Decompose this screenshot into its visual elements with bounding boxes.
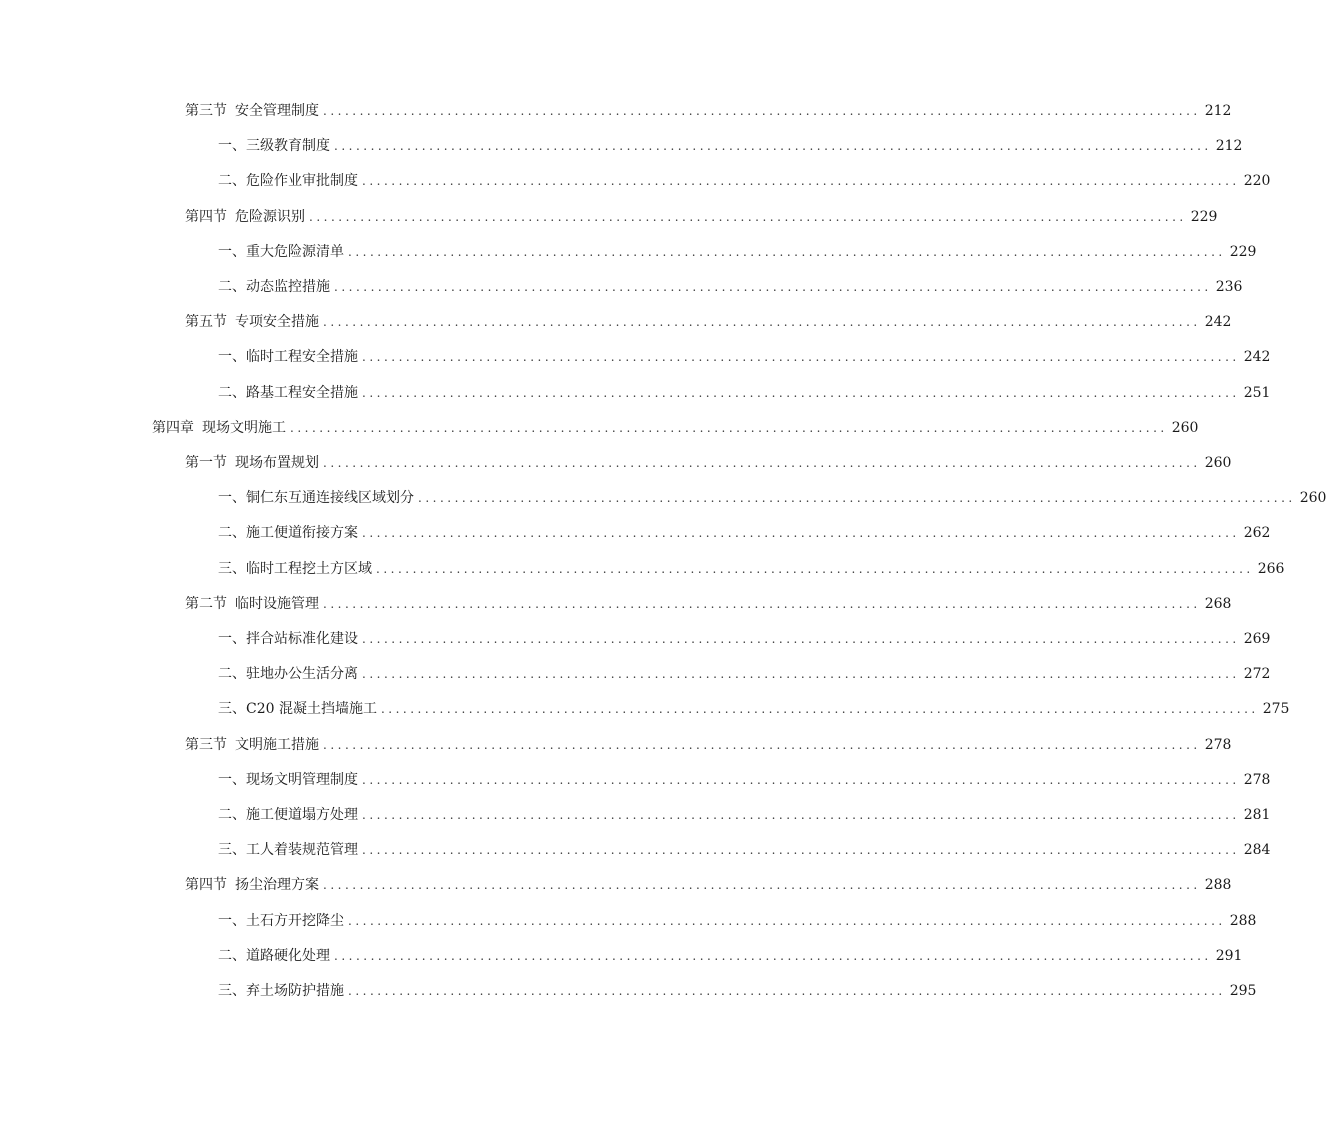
toc-entry[interactable] [218,910,1257,932]
toc-entry-number: 二、 [218,807,246,823]
toc-entry-page-number: 278 [1243,771,1271,788]
toc-entry-number: 一、 [218,490,246,507]
toc-entry-title: 临时工程安全措施 [246,349,358,366]
toc-entry-title: 临时工程挖土方区域 [246,560,372,577]
toc-dot-leader: ........................................................................................................................ [362,632,1240,646]
toc-entry-number: 第一节 [185,455,227,471]
toc-dot-leader: ........................................................................................................................ [362,772,1240,787]
toc-dot-leader: ........................................................................................................................ [362,808,1240,822]
toc-dot-leader: ........................................................................................................................ [309,209,1187,224]
toc-entry-title: 铜仁东互通连接线区域划分 [246,490,414,507]
toc-entry[interactable] [218,487,1326,509]
toc-entry-title: 现场布置规划 [235,455,319,471]
toc-entry-page-number: 268 [1204,595,1232,612]
toc-entry[interactable] [218,945,1243,967]
toc-entry-title: 扬尘治理方案 [235,877,319,894]
toc-entry-number: 一、 [218,771,246,788]
toc-entry[interactable] [218,769,1271,791]
toc-entry-number: 二、 [218,279,246,295]
toc-dot-leader: ........................................................................................................................ [418,491,1296,506]
toc-entry-title: 临时设施管理 [235,595,319,612]
toc-entry-number: 三、 [218,701,246,718]
toc-entry-number: 第二节 [185,595,227,612]
toc-entry-title: 现场文明施工 [202,419,286,436]
toc-entry-page-number: 236 [1215,279,1243,295]
toc-entry-number: 第四章 [152,419,194,436]
toc-entry-title: 三级教育制度 [246,138,330,155]
toc-entry[interactable] [218,628,1271,650]
toc-entry-number: 二、 [218,666,246,683]
toc-dot-leader: ........................................................................................................................ [362,526,1240,541]
toc-dot-leader: ........................................................................................................................ [323,104,1201,118]
toc-dot-leader: ........................................................................................................................ [362,174,1240,189]
toc-entry-number: 第四节 [185,208,227,225]
toc-entry[interactable] [218,276,1243,298]
toc-entry[interactable] [152,417,1199,439]
toc-dot-leader: ........................................................................................................................ [334,280,1212,294]
toc-entry-number: 一、 [218,243,246,260]
toc-entry[interactable] [218,382,1271,404]
toc-dot-leader: ........................................................................................................................ [334,139,1212,154]
toc-entry-title: 现场文明管理制度 [246,771,358,788]
toc-entry[interactable] [218,346,1271,368]
toc-entry-title: 动态监控措施 [246,279,330,295]
toc-entry-page-number: 229 [1190,208,1218,225]
toc-entry-number: 第三节 [185,103,227,119]
toc-entry-number: 二、 [218,173,246,190]
toc-entry-number: 一、 [218,631,246,647]
toc-entry[interactable] [185,874,1232,896]
toc-entry-number: 二、 [218,384,246,401]
toc-dot-leader: ........................................................................................................................ [323,315,1201,330]
toc-entry-page-number: 288 [1204,877,1232,894]
toc-entry-title: 施工便道塌方处理 [246,807,358,823]
toc-entry-page-number: 262 [1243,525,1271,542]
toc-entry[interactable] [185,593,1232,615]
toc-entry[interactable] [185,206,1218,228]
toc-dot-leader: ........................................................................................................................ [362,385,1240,400]
toc-entry-title: 土石方开挖降尘 [246,912,344,929]
toc-entry-page-number: 229 [1229,243,1257,260]
toc-entry[interactable] [185,452,1232,474]
toc-entry[interactable] [218,241,1257,263]
toc-dot-leader: ........................................................................................................................ [323,737,1201,752]
toc-dot-leader: ........................................................................................................................ [376,561,1254,576]
toc-entry-number: 一、 [218,349,246,366]
toc-entry[interactable] [218,698,1290,720]
toc-entry[interactable] [218,839,1271,861]
toc-entry[interactable] [218,522,1271,544]
toc-dot-leader: ........................................................................................................................ [348,984,1226,998]
toc-entry-number: 一、 [218,912,246,929]
toc-dot-leader: ........................................................................................................................ [362,843,1240,858]
toc-entry-title: 文明施工措施 [235,736,319,753]
toc-entry-number: 三、 [218,983,246,999]
toc-entry-page-number: 212 [1204,103,1232,119]
toc-entry[interactable] [218,980,1257,1002]
toc-entry-title: 道路硬化处理 [246,947,330,964]
toc-dot-leader: ........................................................................................................................ [323,596,1201,611]
toc-dot-leader: ........................................................................................................................ [362,667,1240,682]
toc-entry-page-number: 275 [1262,701,1290,718]
toc-entry-page-number: 220 [1243,173,1271,190]
toc-entry-page-number: 260 [1204,455,1232,471]
toc-entry-title: 专项安全措施 [235,314,319,331]
toc-entry-page-number: 295 [1229,983,1257,999]
toc-dot-leader: ........................................................................................................................ [323,878,1201,893]
toc-entry-title: 危险源识别 [235,208,305,225]
toc-entry-title: 工人着装规范管理 [246,842,358,859]
toc-entry[interactable] [218,135,1243,157]
toc-entry-number: 第四节 [185,877,227,894]
toc-entry-number: 二、 [218,947,246,964]
toc-entry-page-number: 212 [1215,138,1243,155]
toc-entry-title: 驻地办公生活分离 [246,666,358,683]
toc-entry-page-number: 260 [1299,490,1326,507]
toc-entry[interactable] [185,311,1232,333]
toc-entry-number: 第五节 [185,314,227,331]
toc-entry[interactable] [218,804,1271,826]
toc-dot-leader: ........................................................................................................................ [362,350,1240,365]
toc-entry-page-number: 278 [1204,736,1232,753]
toc-entry-page-number: 291 [1215,947,1243,964]
toc-entry-title: 危险作业审批制度 [246,173,358,190]
toc-dot-leader: ........................................................................................................................ [348,913,1226,928]
toc-entry-page-number: 269 [1243,631,1271,647]
toc-entry-page-number: 242 [1204,314,1232,331]
toc-entry[interactable] [185,734,1232,756]
toc-entry-page-number: 260 [1171,419,1199,436]
toc-entry-number: 一、 [218,138,246,155]
toc-entry-page-number: 272 [1243,666,1271,683]
toc-entry-page-number: 288 [1229,912,1257,929]
toc-entry-page-number: 284 [1243,842,1271,859]
toc-entry-title: C20 混凝土挡墙施工 [246,701,377,718]
toc-entry-number: 第三节 [185,736,227,753]
toc-entry[interactable] [218,170,1271,192]
toc-entry-title: 安全管理制度 [235,103,319,119]
toc-entry-title: 拌合站标准化建设 [246,631,358,647]
toc-dot-leader: ........................................................................................................................ [323,456,1201,470]
toc-entry[interactable] [185,100,1232,122]
toc-entry-title: 路基工程安全措施 [246,384,358,401]
toc-entry-number: 二、 [218,525,246,542]
toc-dot-leader: ........................................................................................................................ [348,244,1226,259]
toc-entry-title: 重大危险源清单 [246,243,344,260]
toc-entry-page-number: 242 [1243,349,1271,366]
toc-entry-title: 施工便道衔接方案 [246,525,358,542]
toc-entry-page-number: 251 [1243,384,1271,401]
toc-entry-number: 三、 [218,560,246,577]
toc-entry-page-number: 266 [1257,560,1285,577]
toc-entry-title: 弃土场防护措施 [246,983,344,999]
toc-entry-number: 三、 [218,842,246,859]
toc-dot-leader: ........................................................................................................................ [334,948,1212,963]
toc-entry-page-number: 281 [1243,807,1271,823]
toc-entry[interactable] [218,558,1285,580]
toc-dot-leader: ........................................................................................................................ [290,420,1168,435]
toc-entry[interactable] [218,663,1271,685]
toc-dot-leader: ........................................................................................................................ [380,702,1259,717]
